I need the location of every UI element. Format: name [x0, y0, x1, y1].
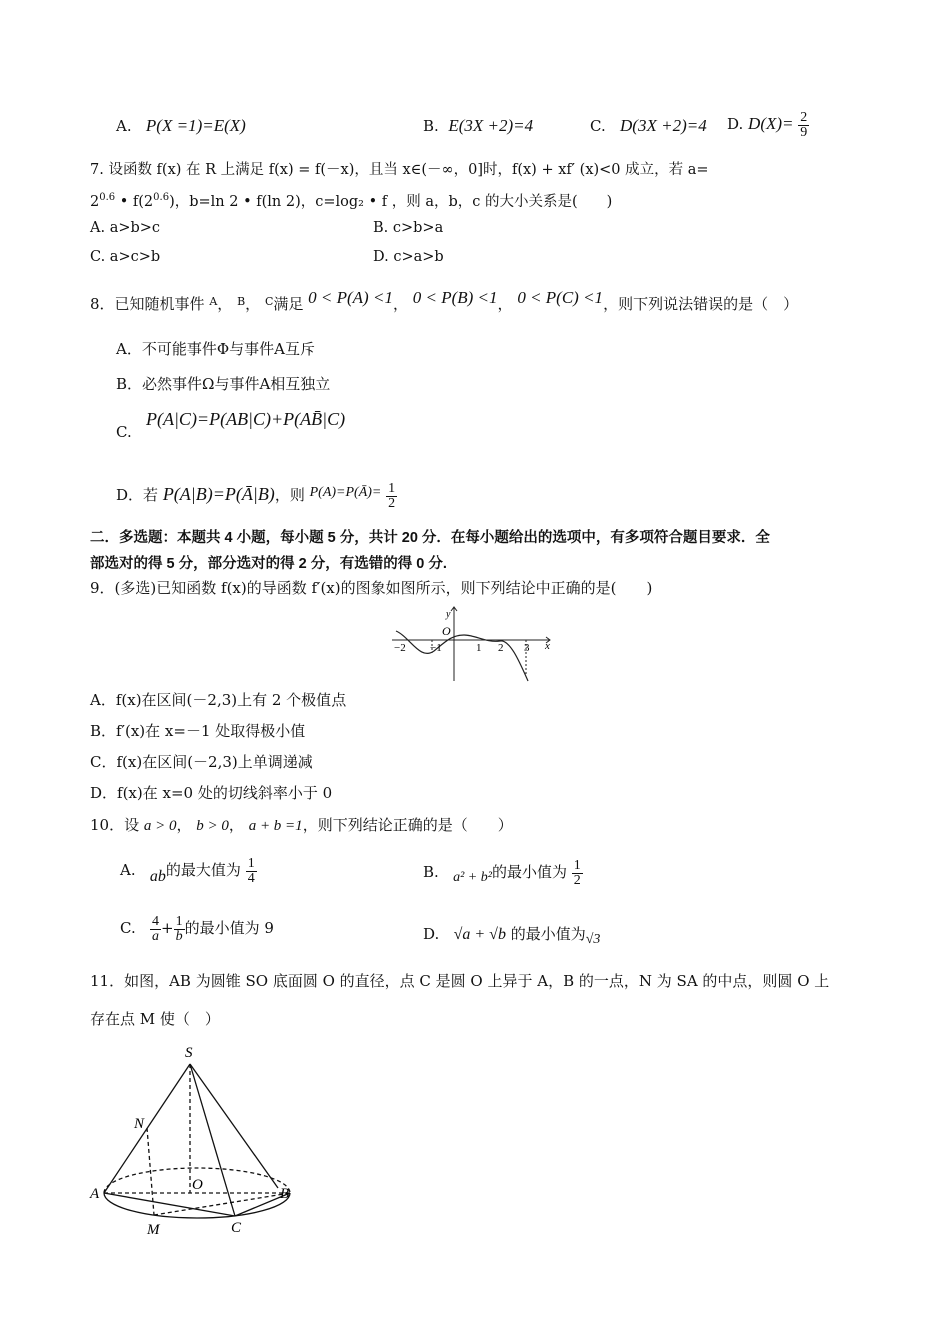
q6-option-c — [590, 115, 707, 137]
q8-option-d — [116, 478, 397, 511]
q8-option-d-formula-2: P(A)=P(Ā)= — [309, 485, 382, 500]
fraction-denominator: 2 — [573, 872, 581, 888]
q8-stem-prefix: 8．已知随机事件 — [90, 295, 205, 313]
tick-label: −1 — [430, 642, 442, 654]
q6-option-c-expr: D(3X +2)=4 — [620, 116, 707, 135]
q7-tail: )，b=ln 2 • f(ln 2)，c=log₂ • f ，则 a，b，c 的大小关系是( ) — [169, 193, 613, 210]
q6-option-d-fraction — [798, 111, 809, 140]
q10-option-d-value: √3 — [585, 932, 601, 947]
segment-mb — [154, 1193, 290, 1215]
q8-condition-b: 0 < P(B) <1 — [412, 288, 498, 307]
q10-option-d-expr: √a + √b — [453, 926, 506, 943]
q10-option-a-expr: ab — [149, 868, 166, 885]
q8-stem-suffix: ，则下列说法错误的是（ ） — [603, 295, 799, 313]
q10-option-a — [120, 850, 257, 897]
q8-option-c-formula: P(A|C)=P(AB|C)+P(AB̄|C) — [146, 409, 346, 429]
q10-option-c: C. $\frac{4}{a}$ + $\frac{1}{b}$ 的最小值为 9 — [120, 913, 274, 944]
q7-option-d: D. c>a>b — [373, 249, 444, 265]
tick-label: −2 — [394, 642, 406, 654]
fraction-denominator: 4 — [247, 870, 255, 886]
q7-mid: • f(2 — [115, 193, 154, 210]
q7-option-a: A. a>b>c — [90, 220, 161, 236]
cone-edge-sb — [190, 1064, 278, 1188]
cone-base-front-arc — [104, 1193, 290, 1218]
q6-option-b-label: B. — [423, 117, 439, 135]
q10-option-d — [423, 914, 600, 960]
q8-condition-a: 0 < P(A) <1 — [308, 288, 393, 307]
q7-exponent-2: 0.6 — [153, 192, 170, 203]
q8-option-a: A．不可能事件Φ与事件A互斥 — [116, 340, 315, 358]
point-label-o: O — [192, 1177, 203, 1193]
q10-option-b — [423, 852, 583, 898]
q7-exponent: 0.6 — [99, 192, 116, 203]
y-axis-label: y — [446, 609, 451, 620]
q8-option-d-formula-1: P(A|B)=P(Ā|B) — [162, 484, 275, 504]
q6-option-c-label: C. — [590, 117, 606, 135]
fraction-denominator: 9 — [800, 124, 808, 140]
fraction-numerator: 1 — [573, 857, 581, 873]
fraction-numerator: 2 — [800, 109, 808, 125]
tick-label: 1 — [476, 642, 482, 654]
point-label-b: B — [280, 1186, 290, 1202]
fraction-denominator: b — [175, 928, 183, 944]
q11-stem-line2: 存在点 M 使（ ） — [90, 1010, 220, 1028]
fraction-denominator: 2 — [388, 495, 396, 511]
q10-option-d-label: D. — [423, 925, 440, 943]
q10-option-a-label: A. — [120, 861, 136, 879]
q10-option-b-text: 的最小值为 — [491, 863, 567, 881]
q10-stem-suffix: ，则下列结论正确的是（ ） — [302, 816, 513, 834]
q10-option-d-text: 的最小值为 — [510, 925, 586, 943]
q8-condition-c: 0 < P(C) <1 — [517, 288, 604, 307]
q10-option-a-fraction — [246, 857, 257, 886]
q10-option-c-fraction-1 — [150, 915, 161, 944]
q10-condition-sum: a + b =1 — [248, 818, 303, 834]
q10-stem: 10．设 a > 0， b > 0， a + b =1，则下列结论正确的是（ ） — [90, 816, 513, 834]
q9-option-a: A．f(x)在区间(－2,3)上有 2 个极值点 — [90, 691, 347, 709]
fraction-numerator: 1 — [247, 855, 255, 871]
q6-option-b — [423, 115, 533, 137]
q10-option-b-fraction — [572, 859, 583, 888]
point-label-s: S — [185, 1045, 193, 1061]
q6-option-d — [727, 104, 809, 144]
point-label-a: A — [90, 1186, 100, 1202]
section2-heading-line2: 部选对的得 5 分，部分选对的得 2 分，有选错的得 0 分. — [90, 556, 447, 572]
tick-label: 3 — [524, 642, 530, 654]
q10-condition-a: a > 0 — [143, 818, 177, 834]
q10-option-c-text: 的最小值为 9 — [184, 919, 274, 937]
q8-option-b: B．必然事件Ω与事件A相互独立 — [116, 375, 331, 393]
point-label-m: M — [147, 1222, 160, 1238]
q8-option-c-expr — [146, 408, 345, 431]
q8-event-a: A — [209, 295, 218, 308]
q6-option-a — [116, 115, 246, 137]
q8-satisfy: 满足 — [273, 295, 304, 313]
x-axis-label: x — [545, 640, 550, 652]
q8-event-c: C — [264, 295, 274, 308]
fraction-denominator: a — [152, 928, 160, 944]
q7-base: 2 — [90, 193, 100, 210]
q6-option-b-expr: E(3X +2)=4 — [448, 116, 534, 135]
q10-option-b-label: B. — [423, 863, 439, 881]
q9-option-b: B．f′(x)在 x=－1 处取得极小值 — [90, 722, 306, 740]
point-label-c: C — [231, 1220, 242, 1236]
q8-option-d-fraction — [386, 482, 397, 511]
q7-option-b: B. c>b>a — [373, 220, 444, 236]
q8-option-c-label: C. — [116, 423, 132, 441]
q7-option-c: C. a>c>b — [90, 249, 161, 265]
q11-stem-line1: 11．如图，AB 为圆锥 SO 底面圆 O 的直径，点 C 是圆 O 上异于 A，B 的一点，N 为 SA 的中点，则圆 O 上 — [90, 972, 830, 990]
q9-stem: 9．(多选)已知函数 f(x)的导函数 f′(x)的图象如图所示，则下列结论中正确的是( ) — [90, 579, 653, 597]
q6-option-a-expr: P(X =1)=E(X) — [145, 116, 246, 135]
q8-option-d-label: D．若 — [116, 486, 159, 504]
q9-option-d: D．f(x)在 x=0 处的切线斜率小于 0 — [90, 784, 333, 802]
fraction-numerator: 1 — [175, 913, 183, 929]
q9-option-c: C．f(x)在区间(－2,3)上单调递减 — [90, 753, 313, 771]
q8-option-d-then: ，则 — [274, 486, 305, 504]
q10-option-b-expr: a² + b² — [453, 870, 492, 885]
point-label-n: N — [134, 1116, 145, 1132]
q6-option-d-expr: D(X)= — [748, 114, 794, 133]
q9-derivative-graph — [390, 603, 560, 685]
q10-option-c-label: C. — [120, 919, 136, 937]
q10-option-a-text: 的最大值为 — [165, 861, 241, 879]
q11-cone-figure — [88, 1040, 303, 1240]
q6-option-d-label: D. — [727, 115, 744, 133]
origin-label: O — [442, 624, 451, 638]
q10-condition-b: b > 0 — [196, 818, 229, 834]
fraction-numerator: 4 — [152, 913, 160, 929]
q10-option-c-fraction-2 — [174, 915, 185, 944]
q8-event-b: B — [237, 295, 246, 308]
derivative-curve — [396, 631, 528, 681]
q6-option-a-label: A. — [116, 117, 132, 135]
q10-stem-prefix: 10．设 — [90, 816, 140, 834]
q7-stem-line2 — [90, 187, 612, 213]
fraction-numerator: 1 — [388, 480, 396, 496]
q8-stem: 8．已知随机事件 $^A$， $^B$， $^C$满足 0 < P(A) <1， 0 < P(B) <1， 0 < P(C) <1，则下列说法错误的是（ ） — [90, 288, 799, 313]
q7-stem-line1: 7. 设函数 f(x) 在 R 上满足 f(x) = f(－x)，且当 x∈(－∞，0]时，f(x) + xf′ (x)<0 成立，若 a= — [90, 162, 709, 178]
tick-label: 2 — [498, 642, 504, 654]
section2-heading-line1: 二．多选题：本题共 4 小题，每小题 5 分，共计 20 分．在每小题给出的选项中，有多项符合题目要求．全 — [90, 530, 770, 546]
